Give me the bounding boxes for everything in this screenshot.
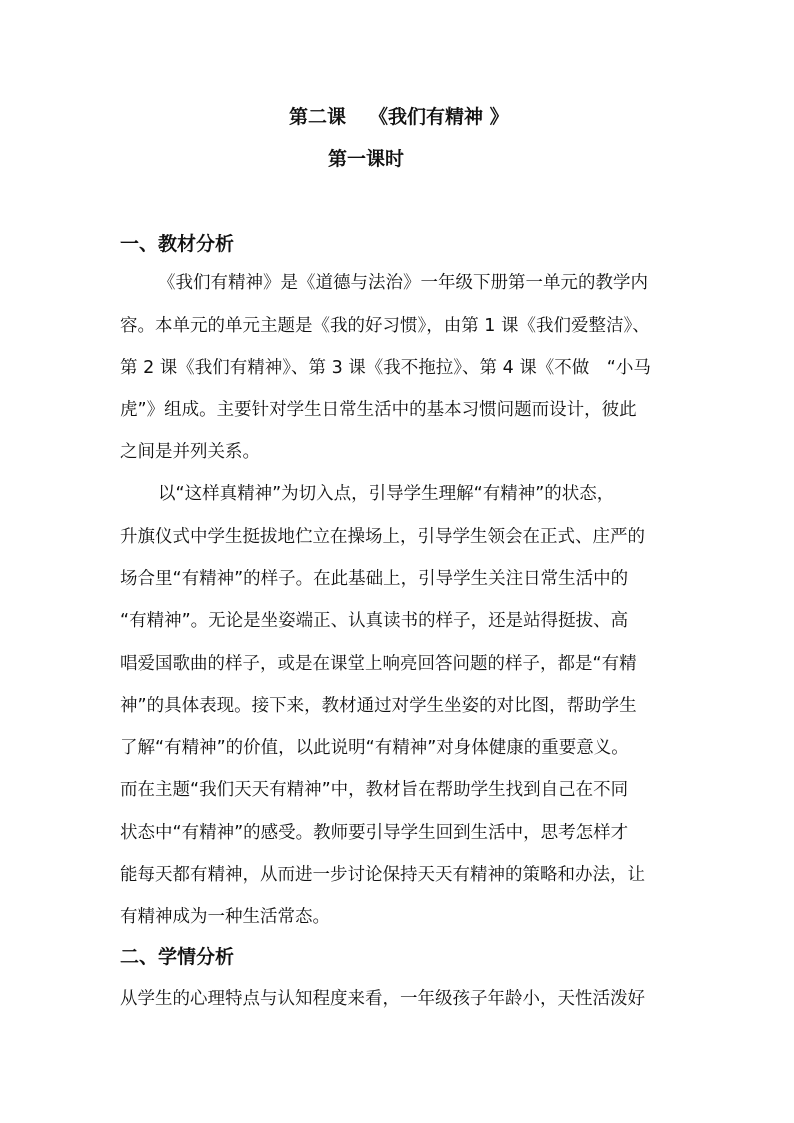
paragraph-line: 了解“有精神”的价值，以此说明“有精神”对身体健康的重要意义。 <box>120 738 629 758</box>
paragraph-line: 唱爱国歌曲的样子，或是在课堂上响亮回答问题的样子，都是“有精 <box>120 654 637 674</box>
paragraph-line: 状态中“有精神”的感受。教师要引导学生回到生活中，思考怎样才 <box>120 823 629 843</box>
paragraph-line: 之间是并列关系。 <box>120 442 260 462</box>
paragraph-line: 而在主题“我们天天有精神”中，教材旨在帮助学生找到自己在不同 <box>120 780 629 800</box>
paragraph-line: 有精神成为一种生活常态。 <box>120 907 330 927</box>
paragraph-line: 场合里“有精神”的样子。在此基础上，引导学生关注日常生活中的 <box>120 569 629 589</box>
paragraph-line: 第 2 课《我们有精神》、第 3 课《我不拖拉》、第 4 课《不做 “小马 <box>120 358 651 378</box>
paragraph-line: 升旗仪式中学生挺拔地伫立在操场上，引导学生领会在正式、庄严的 <box>120 527 645 547</box>
paragraph-line: 虎”》组成。主要针对学生日常生活中的基本习惯问题而设计，彼此 <box>120 400 637 420</box>
document-subtitle: 第一课时 <box>328 148 405 170</box>
paragraph-line: 能每天都有精神，从而进一步讨论保持天天有精神的策略和办法，让 <box>120 865 645 885</box>
paragraph-line: 《我们有精神》是《道德与法治》一年级下册第一单元的教学内 <box>158 273 648 293</box>
paragraph-line: “有精神”。无论是坐姿端正、认真读书的样子，还是站得挺拔、高 <box>120 611 629 631</box>
title-lesson-name: 《我们有精神 》 <box>369 106 509 128</box>
paragraph-line: 容。本单元的单元主题是《我的好习惯》，由第 1 课《我们爱整洁》、 <box>120 316 650 336</box>
title-lesson-number: 第二课 <box>289 106 347 128</box>
paragraph-line: 神”的具体表现。接下来，教材通过对学生坐姿的对比图，帮助学生 <box>120 696 637 716</box>
section-heading-textbook-analysis: 一、教材分析 <box>120 233 235 255</box>
paragraph-line: 从学生的心理特点与认知程度来看，一年级孩子年龄小，天性活泼好 <box>120 989 645 1009</box>
section-heading-learner-analysis: 二、学情分析 <box>120 946 235 968</box>
paragraph-line: 以“这样真精神”为切入点，引导学生理解“有精神”的状态， <box>158 484 615 504</box>
